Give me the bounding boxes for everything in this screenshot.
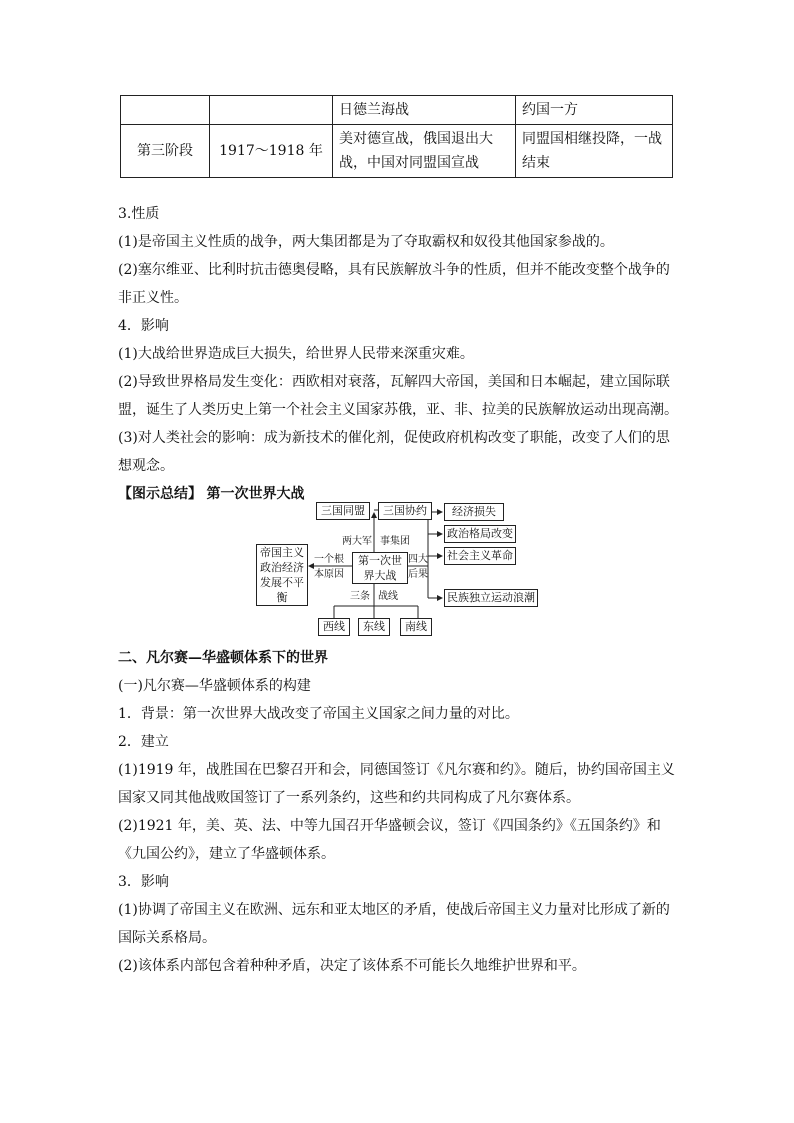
front-box: 南线 [400, 618, 432, 636]
build-heading: 2．建立 [118, 734, 169, 750]
front-box: 西线 [318, 618, 350, 636]
war-phase-table [120, 95, 673, 178]
bottom-label-left: 三条 [350, 591, 370, 602]
impact-point: (3)对人类社会的影响：成为新技术的催化剂，促使政府机构改变了职能，改变了人们的思想观念。 [118, 430, 670, 474]
nature-section [118, 200, 678, 508]
impact-heading: 4．影响 [118, 318, 169, 334]
top-label-left: 两大军 [342, 536, 372, 547]
effect-heading: 3．影响 [118, 874, 169, 890]
nature-heading: 3.性质 [118, 206, 160, 222]
subsection-heading: (一)凡尔赛—华盛顿体系的构建 [118, 678, 311, 694]
front-box: 东线 [358, 618, 390, 636]
effect-point: (2)该体系内部包含着种种矛盾，决定了该体系不可能长久地维护世界和平。 [118, 958, 586, 974]
left-box: 帝国主义政治经济发展不平衡 [256, 544, 308, 606]
center-box: 第一次世界大战 [352, 552, 408, 584]
table-row [121, 125, 673, 178]
left-label: 一个根 [314, 554, 344, 565]
table-cell-result: 约国一方 [516, 96, 673, 125]
top-right-box: 三国协约 [378, 502, 432, 520]
war-summary-diagram [250, 498, 550, 638]
table-cell-phase [121, 96, 210, 125]
table-cell-time: 1917～1918 年 [210, 125, 333, 178]
effect-point: (1)协调了帝国主义在欧洲、远东和亚太地区的矛盾，使战后帝国主义力量对比形成了新的国际关系格局。 [118, 902, 670, 946]
left-label: 本原因 [314, 569, 344, 580]
table-cell-phase: 第三阶段 [121, 125, 210, 178]
summary-title: 第一次世界大战 [206, 486, 305, 502]
background-point: 1．背景：第一次世界大战改变了帝国主义国家之间力量的对比。 [118, 706, 519, 722]
table-cell-result: 同盟国相继投降，一战结束 [516, 125, 673, 178]
table-cell-event: 美对德宣战，俄国退出大战，中国对同盟国宣战 [333, 125, 516, 178]
right-label: 后果 [408, 569, 428, 580]
build-point: (1)1919 年，战胜国在巴黎召开和会，同德国签订《凡尔赛和约》。随后，协约国帝国主义国家又同其他战败国签订了一系列条约，这些和约共同构成了凡尔赛体系。 [118, 762, 675, 806]
top-left-box: 三国同盟 [316, 502, 370, 520]
consequence-box: 经济损失 [444, 503, 504, 521]
impact-point: (1)大战给世界造成巨大损失，给世界人民带来深重灾难。 [118, 346, 474, 362]
consequence-box: 政治格局改变 [444, 525, 516, 543]
nature-point: (2)塞尔维亚、比利时抗击德奥侵略，具有民族解放斗争的性质，但并不能改变整个战争的非正义性。 [118, 262, 670, 306]
top-label-right: 事集团 [380, 536, 410, 547]
consequence-box: 社会主义革命 [444, 547, 516, 565]
build-point: (2)1921 年，美、英、法、中等九国召开华盛顿会议，签订《四国条约》《五国条约》和《九国公约》，建立了华盛顿体系。 [118, 818, 661, 862]
bottom-label-right: 战线 [378, 591, 398, 602]
nature-point: (1)是帝国主义性质的战争，两大集团都是为了夺取霸权和奴役其他国家参战的。 [118, 234, 614, 250]
section-two [118, 644, 678, 980]
right-label: 四大 [408, 554, 428, 565]
summary-tag: 【图示总结】 [118, 486, 202, 502]
table-cell-time [210, 96, 333, 125]
impact-point: (2)导致世界格局发生变化：西欧相对衰落，瓦解四大帝国，美国和日本崛起，建立国际联盟，诞生了人类历史上第一个社会主义国家苏俄，亚、非、拉美的民族解放运动出现高潮。 [118, 374, 678, 418]
table-row [121, 96, 673, 125]
section-heading: 二、凡尔赛—华盛顿体系下的世界 [118, 650, 328, 666]
consequence-box: 民族独立运动浪潮 [444, 589, 538, 607]
table-cell-event: 日德兰海战 [333, 96, 516, 125]
